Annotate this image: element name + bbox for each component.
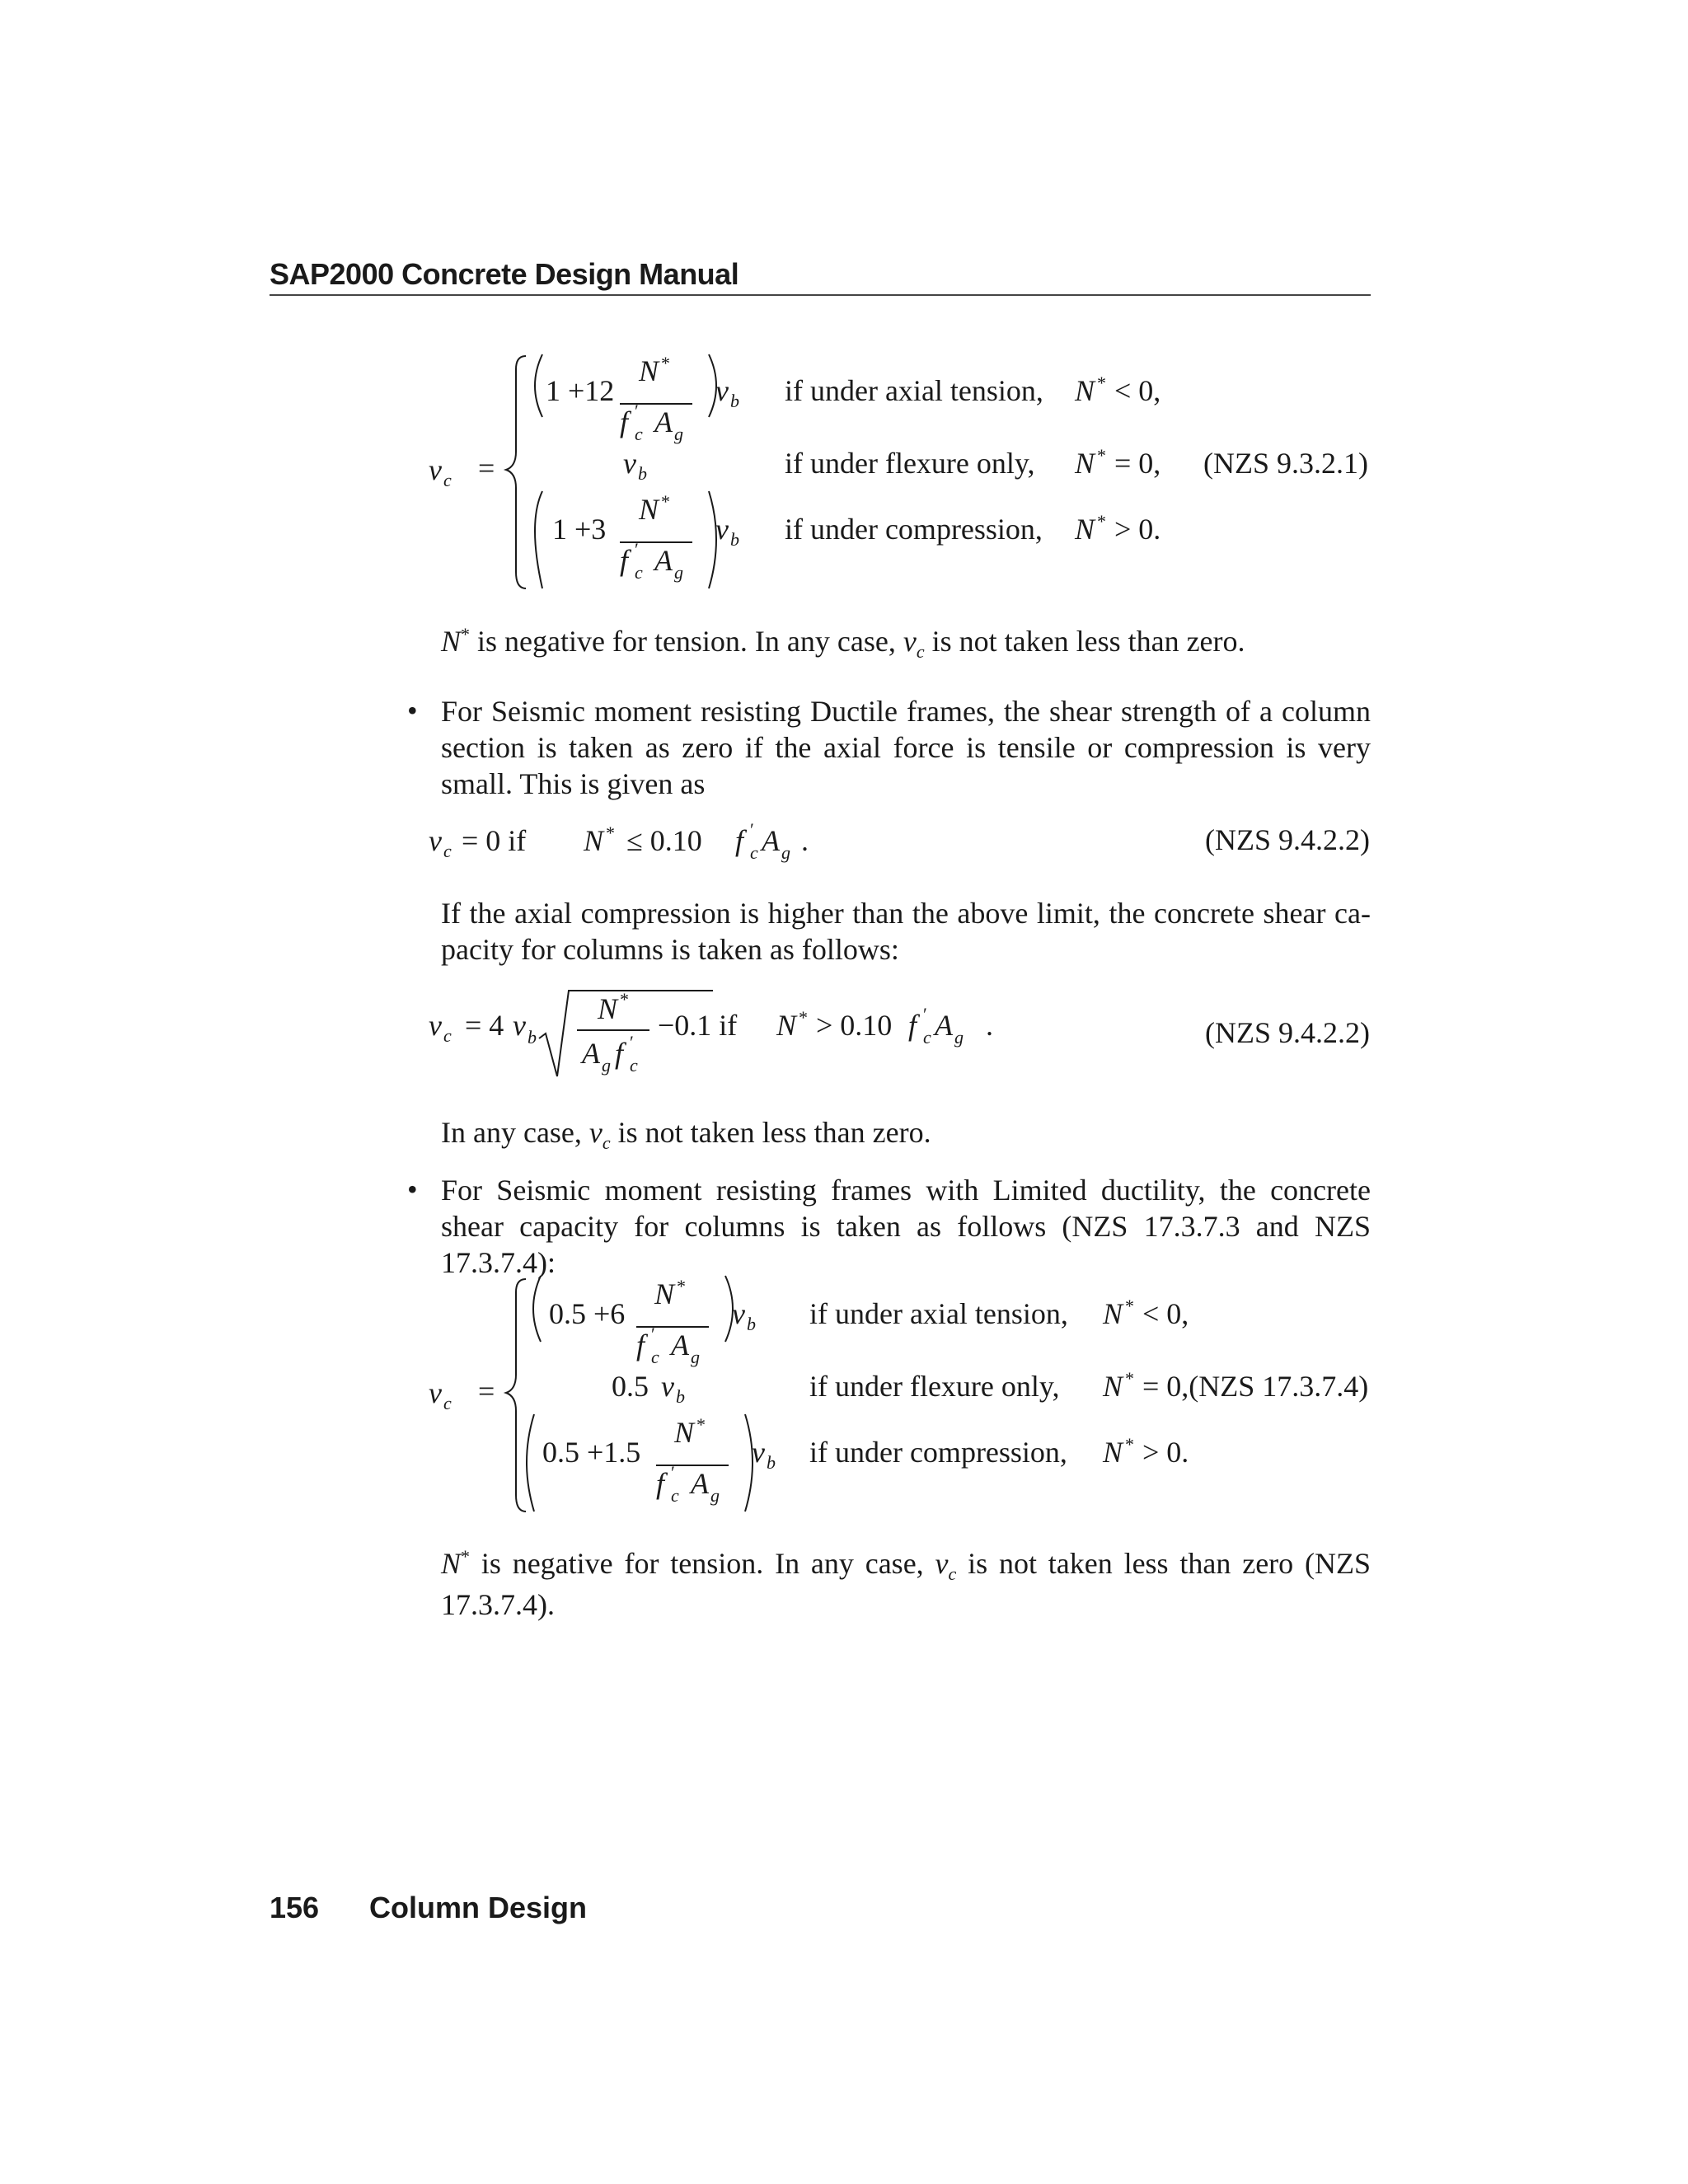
svg-text:c: c xyxy=(443,841,452,861)
eq4-row1-relation: < 0, xyxy=(1142,1297,1189,1330)
svg-text:0.5 +6: 0.5 +6 xyxy=(549,1297,626,1330)
svg-text:*: * xyxy=(1125,1296,1134,1316)
equation-nzs-9-3-2-1 xyxy=(429,344,1376,608)
svg-text:′: ′ xyxy=(671,1462,675,1483)
svg-text:.: . xyxy=(801,824,809,857)
running-header-title: SAP2000 Concrete Design Manual xyxy=(270,257,739,291)
bullet-limited-ductility: For Seismic moment resisting frames with Limited ductility, the concrete shear capacity for columns is taken as follows (NZS 17.3.7.3 and NZS 17.3.7.4): xyxy=(441,1174,1371,1279)
bullet-ductile-frames: For Seismic moment resisting Ductile frames, the shear strength of a column section is taken as zero if the axial force is tensile or compression is very small. This is given as xyxy=(441,695,1371,800)
svg-text:v: v xyxy=(429,1376,442,1409)
paragraph-axial-compression: If the axial compression is higher than the above limit, the concrete shear ca-pacity for columns is taken as follows: xyxy=(441,897,1371,966)
svg-text:b: b xyxy=(767,1452,776,1473)
eq1-row3-condition: if under compression, xyxy=(785,513,1043,546)
svg-text:c: c xyxy=(651,1347,659,1367)
svg-text:N: N xyxy=(1103,1370,1123,1403)
svg-text:g: g xyxy=(954,1027,964,1047)
svg-text:*: * xyxy=(1097,445,1106,466)
svg-text:f: f xyxy=(735,824,744,857)
svg-text:v: v xyxy=(661,1370,674,1403)
header-rule xyxy=(270,294,1371,296)
text-after-eq3: In any case, $v_c$ is not taken less than zero. xyxy=(441,1116,931,1154)
svg-text:f: f xyxy=(656,1467,665,1500)
svg-text:c: c xyxy=(635,562,643,583)
equation-vc-sqrt xyxy=(429,981,1006,1088)
equation-nzs-17-3-7-4 xyxy=(429,1268,1376,1531)
svg-text:0.5 +1.5: 0.5 +1.5 xyxy=(542,1436,641,1469)
svg-text:v: v xyxy=(715,374,729,407)
svg-text:f: f xyxy=(620,405,629,438)
eq4-row3-condition: if under compression, xyxy=(809,1436,1067,1469)
svg-text:A: A xyxy=(762,824,780,857)
svg-text:N: N xyxy=(674,1416,695,1449)
svg-text:= 4: = 4 xyxy=(465,1009,504,1042)
footer-section-title: Column Design xyxy=(369,1891,588,1924)
svg-text:v: v xyxy=(513,1009,526,1042)
svg-text:*: * xyxy=(1097,511,1106,532)
page-number: 156 xyxy=(270,1891,320,1924)
eq1-row3-relation: > 0. xyxy=(1114,513,1161,546)
svg-text:N: N xyxy=(639,354,659,387)
svg-text:0.5: 0.5 xyxy=(612,1370,649,1403)
svg-text:c: c xyxy=(443,1025,452,1046)
svg-text:*: * xyxy=(677,1276,686,1296)
svg-text:c: c xyxy=(923,1027,931,1047)
svg-text:c: c xyxy=(671,1485,679,1506)
svg-text:b: b xyxy=(747,1314,756,1334)
svg-text:v: v xyxy=(732,1297,745,1330)
svg-text:g: g xyxy=(674,424,683,444)
eq1-row2-relation: = 0, xyxy=(1114,447,1161,480)
eq1-row1-relation: < 0, xyxy=(1114,374,1161,407)
svg-text:= 0 if: = 0 if xyxy=(462,824,527,857)
eq1-row2-condition: if under flexure only, xyxy=(785,447,1035,480)
eq4-row2-relation: = 0,(NZS 17.3.7.4) xyxy=(1142,1370,1369,1403)
bullet-marker: • xyxy=(407,1173,418,1206)
svg-text:b: b xyxy=(528,1027,537,1047)
svg-text:=: = xyxy=(478,1375,495,1408)
svg-text:N: N xyxy=(1075,447,1095,480)
svg-text:g: g xyxy=(674,562,683,583)
svg-text:A: A xyxy=(671,1329,689,1361)
svg-text:N: N xyxy=(776,1009,797,1042)
svg-text:*: * xyxy=(661,491,670,512)
svg-text:g: g xyxy=(602,1055,611,1076)
svg-text:A: A xyxy=(691,1467,709,1500)
svg-text:f: f xyxy=(615,1037,624,1070)
eq4-row2-condition: if under flexure only, xyxy=(809,1370,1060,1403)
svg-text:′: ′ xyxy=(651,1324,655,1344)
text-after-eq1: N* is negative for tension. In any case, $v_c$ is not taken less than zero. xyxy=(441,624,1245,663)
eq4-row1-condition: if under axial tension, xyxy=(809,1297,1068,1330)
svg-text:v: v xyxy=(429,1009,442,1042)
svg-text:1 +12: 1 +12 xyxy=(546,374,615,407)
svg-text:N: N xyxy=(654,1277,675,1310)
svg-text:c: c xyxy=(635,424,643,444)
svg-text:b: b xyxy=(676,1386,685,1407)
svg-text:′: ′ xyxy=(923,1004,927,1024)
svg-text:≤ 0.10: ≤ 0.10 xyxy=(626,824,702,857)
svg-text:N: N xyxy=(598,992,618,1025)
svg-text:*: * xyxy=(620,989,629,1010)
svg-text:A: A xyxy=(582,1037,600,1070)
svg-text:b: b xyxy=(730,391,739,411)
svg-text:*: * xyxy=(1097,373,1106,393)
eq1-number: (NZS 9.3.2.1) xyxy=(1203,447,1368,480)
svg-text:*: * xyxy=(1125,1434,1134,1455)
svg-text:N: N xyxy=(1103,1297,1123,1330)
text-after-eq4: N* is negative for tension. In any case, $v_c$ is not taken less than zero (NZS 17.3.7.4). xyxy=(441,1546,1371,1621)
eq2-number: (NZS 9.4.2.2) xyxy=(1205,823,1370,856)
svg-text:v: v xyxy=(429,453,442,486)
svg-text:f: f xyxy=(620,544,629,577)
svg-text:c: c xyxy=(750,842,758,863)
svg-text:c: c xyxy=(443,470,452,490)
svg-text:*: * xyxy=(661,353,670,373)
svg-text:c: c xyxy=(443,1393,452,1413)
eq1-row1-condition: if under axial tension, xyxy=(785,374,1043,407)
eq4-row3-relation: > 0. xyxy=(1142,1436,1189,1469)
svg-text:*: * xyxy=(606,823,615,843)
bullet-marker: • xyxy=(407,694,418,727)
svg-text:′: ′ xyxy=(635,401,639,421)
svg-text:f: f xyxy=(636,1329,645,1361)
svg-text:b: b xyxy=(638,463,647,484)
svg-text:g: g xyxy=(781,842,790,863)
svg-text:A: A xyxy=(935,1009,953,1042)
svg-text:A: A xyxy=(654,544,673,577)
svg-text:v: v xyxy=(623,447,636,480)
svg-text:v: v xyxy=(715,513,729,546)
svg-text:.: . xyxy=(986,1009,993,1042)
svg-text:1 +3: 1 +3 xyxy=(552,513,607,546)
svg-text:N: N xyxy=(1075,374,1095,407)
svg-text:N: N xyxy=(1103,1436,1123,1469)
svg-text:v: v xyxy=(429,824,442,857)
svg-text:′: ′ xyxy=(750,819,754,840)
svg-text:−0.1 if: −0.1 if xyxy=(658,1009,738,1042)
svg-text:g: g xyxy=(710,1485,720,1506)
svg-text:′: ′ xyxy=(630,1032,634,1052)
svg-text:N: N xyxy=(584,824,604,857)
svg-text:′: ′ xyxy=(635,539,639,560)
svg-text:g: g xyxy=(691,1347,700,1367)
svg-text:b: b xyxy=(730,529,739,550)
svg-text:A: A xyxy=(654,405,673,438)
svg-text:*: * xyxy=(799,1007,808,1028)
svg-text:v: v xyxy=(752,1436,765,1469)
svg-text:c: c xyxy=(630,1055,638,1076)
eq3-number: (NZS 9.4.2.2) xyxy=(1205,1016,1370,1049)
svg-text:> 0.10: > 0.10 xyxy=(816,1009,893,1042)
svg-text:N: N xyxy=(1075,513,1095,546)
svg-text:N: N xyxy=(639,493,659,526)
svg-text:*: * xyxy=(696,1414,706,1435)
svg-text:*: * xyxy=(1125,1368,1134,1389)
svg-text:f: f xyxy=(908,1009,917,1042)
equation-vc-zero xyxy=(429,816,923,874)
svg-text:=: = xyxy=(478,452,495,485)
